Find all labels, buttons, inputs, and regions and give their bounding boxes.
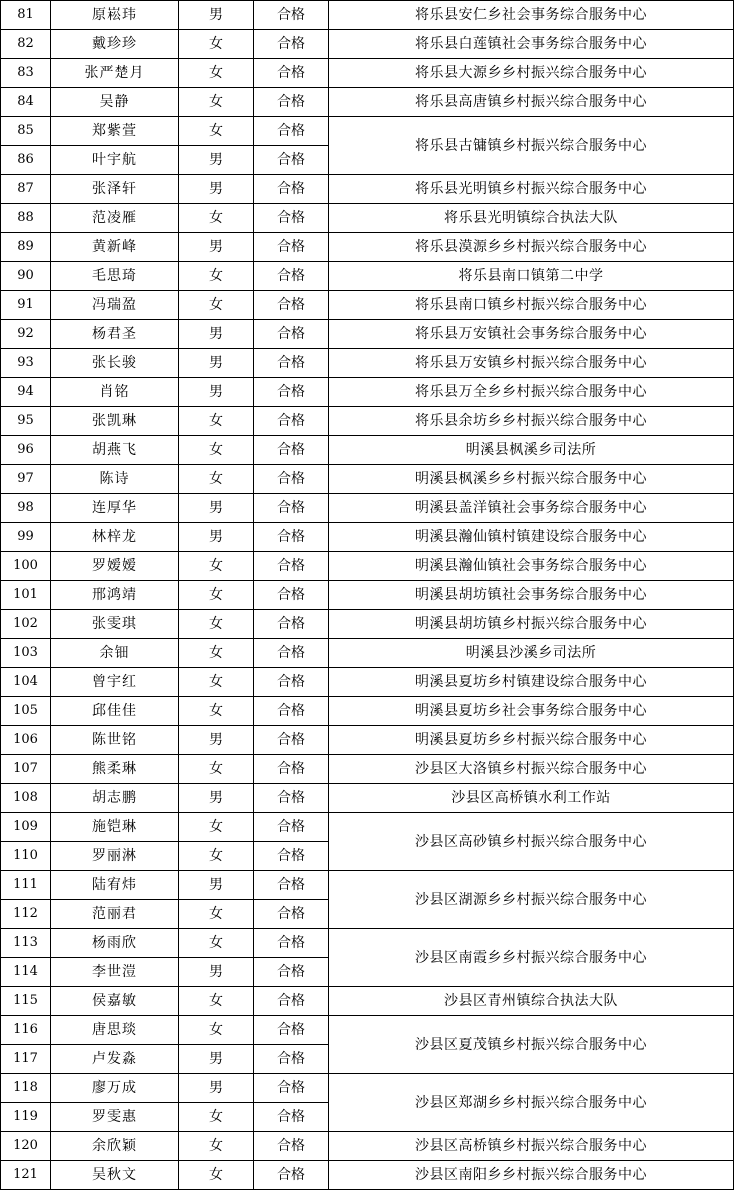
- row-number-cell: 110: [1, 842, 51, 871]
- gender-cell: 男: [179, 523, 254, 552]
- name-cell: 叶宇航: [51, 146, 179, 175]
- result-cell: 合格: [254, 842, 329, 871]
- result-cell: 合格: [254, 1, 329, 30]
- gender-cell: 男: [179, 1, 254, 30]
- row-number-cell: 109: [1, 813, 51, 842]
- row-number-cell: 93: [1, 349, 51, 378]
- name-cell: 吴静: [51, 88, 179, 117]
- table-row: [1, 1016, 734, 1045]
- gender-cell: 女: [179, 1103, 254, 1132]
- name-cell: 原崧玮: [51, 1, 179, 30]
- table-row: [1, 987, 734, 1016]
- result-cell: 合格: [254, 494, 329, 523]
- gender-cell: 女: [179, 842, 254, 871]
- gender-cell: 女: [179, 813, 254, 842]
- gender-cell: 女: [179, 30, 254, 59]
- name-cell: 黄新峰: [51, 233, 179, 262]
- name-cell: 张严楚月: [51, 59, 179, 88]
- gender-cell: 女: [179, 929, 254, 958]
- unit-cell: 将乐县古镛镇乡村振兴综合服务中心: [329, 117, 734, 175]
- gender-cell: 女: [179, 1016, 254, 1045]
- name-cell: 肖铭: [51, 378, 179, 407]
- name-cell: 卢发淼: [51, 1045, 179, 1074]
- row-number-cell: 97: [1, 465, 51, 494]
- table-row: [1, 1161, 734, 1190]
- name-cell: 张长骏: [51, 349, 179, 378]
- result-cell: 合格: [254, 813, 329, 842]
- gender-cell: 男: [179, 958, 254, 987]
- row-number-cell: 114: [1, 958, 51, 987]
- result-cell: 合格: [254, 1132, 329, 1161]
- unit-cell: 沙县区高砂镇乡村振兴综合服务中心: [329, 813, 734, 871]
- gender-cell: 男: [179, 1045, 254, 1074]
- personnel-table-body: [1, 1, 734, 1190]
- unit-cell: 沙县区高桥镇水利工作站: [329, 784, 734, 813]
- table-row: [1, 88, 734, 117]
- gender-cell: 男: [179, 175, 254, 204]
- table-row: [1, 813, 734, 842]
- result-cell: 合格: [254, 639, 329, 668]
- unit-cell: 沙县区南阳乡乡村振兴综合服务中心: [329, 1161, 734, 1190]
- result-cell: 合格: [254, 262, 329, 291]
- result-cell: 合格: [254, 929, 329, 958]
- name-cell: 罗雯惠: [51, 1103, 179, 1132]
- name-cell: 毛思琦: [51, 262, 179, 291]
- row-number-cell: 92: [1, 320, 51, 349]
- row-number-cell: 91: [1, 291, 51, 320]
- name-cell: 罗丽淋: [51, 842, 179, 871]
- result-cell: 合格: [254, 1161, 329, 1190]
- table-row: [1, 552, 734, 581]
- name-cell: 吴秋文: [51, 1161, 179, 1190]
- row-number-cell: 116: [1, 1016, 51, 1045]
- name-cell: 廖万成: [51, 1074, 179, 1103]
- row-number-cell: 89: [1, 233, 51, 262]
- table-row: [1, 436, 734, 465]
- table-row: [1, 262, 734, 291]
- name-cell: 陈世铭: [51, 726, 179, 755]
- result-cell: 合格: [254, 1045, 329, 1074]
- table-row: [1, 929, 734, 958]
- unit-cell: 将乐县大源乡乡村振兴综合服务中心: [329, 59, 734, 88]
- unit-cell: 明溪县枫溪乡乡村振兴综合服务中心: [329, 465, 734, 494]
- result-cell: 合格: [254, 581, 329, 610]
- row-number-cell: 90: [1, 262, 51, 291]
- unit-cell: 沙县区郑湖乡乡村振兴综合服务中心: [329, 1074, 734, 1132]
- name-cell: 胡志鹏: [51, 784, 179, 813]
- result-cell: 合格: [254, 320, 329, 349]
- unit-cell: 将乐县白莲镇社会事务综合服务中心: [329, 30, 734, 59]
- result-cell: 合格: [254, 755, 329, 784]
- table-row: [1, 1132, 734, 1161]
- result-cell: 合格: [254, 958, 329, 987]
- unit-cell: 明溪县沙溪乡司法所: [329, 639, 734, 668]
- gender-cell: 女: [179, 436, 254, 465]
- gender-cell: 女: [179, 755, 254, 784]
- unit-cell: 沙县区青州镇综合执法大队: [329, 987, 734, 1016]
- result-cell: 合格: [254, 30, 329, 59]
- result-cell: 合格: [254, 610, 329, 639]
- row-number-cell: 84: [1, 88, 51, 117]
- result-cell: 合格: [254, 1016, 329, 1045]
- row-number-cell: 112: [1, 900, 51, 929]
- gender-cell: 女: [179, 262, 254, 291]
- row-number-cell: 95: [1, 407, 51, 436]
- row-number-cell: 96: [1, 436, 51, 465]
- name-cell: 李世溰: [51, 958, 179, 987]
- result-cell: 合格: [254, 378, 329, 407]
- name-cell: 胡燕飞: [51, 436, 179, 465]
- row-number-cell: 86: [1, 146, 51, 175]
- result-cell: 合格: [254, 204, 329, 233]
- result-cell: 合格: [254, 465, 329, 494]
- row-number-cell: 85: [1, 117, 51, 146]
- gender-cell: 男: [179, 784, 254, 813]
- gender-cell: 女: [179, 204, 254, 233]
- table-row: [1, 639, 734, 668]
- table-row: [1, 581, 734, 610]
- name-cell: 邱佳佳: [51, 697, 179, 726]
- name-cell: 施铠琳: [51, 813, 179, 842]
- name-cell: 侯嘉敏: [51, 987, 179, 1016]
- row-number-cell: 88: [1, 204, 51, 233]
- table-row: [1, 175, 734, 204]
- gender-cell: 女: [179, 987, 254, 1016]
- row-number-cell: 101: [1, 581, 51, 610]
- table-row: [1, 378, 734, 407]
- name-cell: 曾宇红: [51, 668, 179, 697]
- row-number-cell: 119: [1, 1103, 51, 1132]
- table-row: [1, 59, 734, 88]
- row-number-cell: 106: [1, 726, 51, 755]
- unit-cell: 将乐县余坊乡乡村振兴综合服务中心: [329, 407, 734, 436]
- gender-cell: 女: [179, 1161, 254, 1190]
- gender-cell: 男: [179, 320, 254, 349]
- table-row: [1, 291, 734, 320]
- table-row: [1, 871, 734, 900]
- result-cell: 合格: [254, 1103, 329, 1132]
- gender-cell: 女: [179, 697, 254, 726]
- unit-cell: 明溪县枫溪乡司法所: [329, 436, 734, 465]
- result-cell: 合格: [254, 523, 329, 552]
- gender-cell: 男: [179, 233, 254, 262]
- unit-cell: 沙县区大洛镇乡村振兴综合服务中心: [329, 755, 734, 784]
- name-cell: 邢鸿靖: [51, 581, 179, 610]
- result-cell: 合格: [254, 726, 329, 755]
- unit-cell: 将乐县万安镇乡村振兴综合服务中心: [329, 349, 734, 378]
- row-number-cell: 81: [1, 1, 51, 30]
- gender-cell: 女: [179, 639, 254, 668]
- name-cell: 熊柔琳: [51, 755, 179, 784]
- unit-cell: 将乐县漠源乡乡村振兴综合服务中心: [329, 233, 734, 262]
- result-cell: 合格: [254, 436, 329, 465]
- unit-cell: 将乐县安仁乡社会事务综合服务中心: [329, 1, 734, 30]
- unit-cell: 明溪县胡坊镇乡村振兴综合服务中心: [329, 610, 734, 639]
- table-row: [1, 668, 734, 697]
- gender-cell: 女: [179, 900, 254, 929]
- table-row: [1, 349, 734, 378]
- gender-cell: 女: [179, 581, 254, 610]
- row-number-cell: 105: [1, 697, 51, 726]
- result-cell: 合格: [254, 146, 329, 175]
- result-cell: 合格: [254, 175, 329, 204]
- row-number-cell: 102: [1, 610, 51, 639]
- result-cell: 合格: [254, 88, 329, 117]
- table-row: [1, 233, 734, 262]
- row-number-cell: 103: [1, 639, 51, 668]
- table-row: [1, 784, 734, 813]
- row-number-cell: 120: [1, 1132, 51, 1161]
- row-number-cell: 121: [1, 1161, 51, 1190]
- gender-cell: 女: [179, 88, 254, 117]
- unit-cell: 明溪县胡坊镇社会事务综合服务中心: [329, 581, 734, 610]
- gender-cell: 女: [179, 59, 254, 88]
- table-row: [1, 407, 734, 436]
- gender-cell: 男: [179, 146, 254, 175]
- table-row: [1, 755, 734, 784]
- gender-cell: 男: [179, 494, 254, 523]
- table-row: [1, 1074, 734, 1103]
- result-cell: 合格: [254, 871, 329, 900]
- name-cell: 杨雨欣: [51, 929, 179, 958]
- row-number-cell: 100: [1, 552, 51, 581]
- result-cell: 合格: [254, 900, 329, 929]
- gender-cell: 女: [179, 610, 254, 639]
- name-cell: 罗嫒嫒: [51, 552, 179, 581]
- table-row: [1, 465, 734, 494]
- gender-cell: 女: [179, 1132, 254, 1161]
- name-cell: 范凌雁: [51, 204, 179, 233]
- name-cell: 张泽轩: [51, 175, 179, 204]
- gender-cell: 女: [179, 465, 254, 494]
- unit-cell: 沙县区湖源乡乡村振兴综合服务中心: [329, 871, 734, 929]
- gender-cell: 男: [179, 1074, 254, 1103]
- row-number-cell: 82: [1, 30, 51, 59]
- result-cell: 合格: [254, 552, 329, 581]
- table-row: [1, 726, 734, 755]
- unit-cell: 明溪县瀚仙镇村镇建设综合服务中心: [329, 523, 734, 552]
- name-cell: 杨君圣: [51, 320, 179, 349]
- row-number-cell: 99: [1, 523, 51, 552]
- result-cell: 合格: [254, 784, 329, 813]
- row-number-cell: 107: [1, 755, 51, 784]
- result-cell: 合格: [254, 117, 329, 146]
- unit-cell: 将乐县万安镇社会事务综合服务中心: [329, 320, 734, 349]
- gender-cell: 男: [179, 726, 254, 755]
- row-number-cell: 94: [1, 378, 51, 407]
- gender-cell: 女: [179, 407, 254, 436]
- unit-cell: 将乐县万全乡乡村振兴综合服务中心: [329, 378, 734, 407]
- result-cell: 合格: [254, 291, 329, 320]
- table-row: [1, 320, 734, 349]
- name-cell: 范丽君: [51, 900, 179, 929]
- result-cell: 合格: [254, 349, 329, 378]
- unit-cell: 将乐县光明镇综合执法大队: [329, 204, 734, 233]
- name-cell: 连厚华: [51, 494, 179, 523]
- name-cell: 戴珍珍: [51, 30, 179, 59]
- gender-cell: 女: [179, 552, 254, 581]
- name-cell: 余钿: [51, 639, 179, 668]
- result-cell: 合格: [254, 233, 329, 262]
- row-number-cell: 113: [1, 929, 51, 958]
- name-cell: 余欣颖: [51, 1132, 179, 1161]
- unit-cell: 将乐县高唐镇乡村振兴综合服务中心: [329, 88, 734, 117]
- row-number-cell: 108: [1, 784, 51, 813]
- gender-cell: 女: [179, 668, 254, 697]
- table-row: [1, 523, 734, 552]
- table-row: [1, 204, 734, 233]
- unit-cell: 沙县区南霞乡乡村振兴综合服务中心: [329, 929, 734, 987]
- table-row: [1, 494, 734, 523]
- result-cell: 合格: [254, 697, 329, 726]
- row-number-cell: 115: [1, 987, 51, 1016]
- table-row: [1, 697, 734, 726]
- unit-cell: 将乐县南口镇乡村振兴综合服务中心: [329, 291, 734, 320]
- row-number-cell: 98: [1, 494, 51, 523]
- row-number-cell: 83: [1, 59, 51, 88]
- unit-cell: 明溪县夏坊乡乡村振兴综合服务中心: [329, 726, 734, 755]
- row-number-cell: 87: [1, 175, 51, 204]
- unit-cell: 明溪县瀚仙镇社会事务综合服务中心: [329, 552, 734, 581]
- gender-cell: 男: [179, 378, 254, 407]
- result-cell: 合格: [254, 668, 329, 697]
- gender-cell: 女: [179, 291, 254, 320]
- row-number-cell: 111: [1, 871, 51, 900]
- unit-cell: 明溪县夏坊乡社会事务综合服务中心: [329, 697, 734, 726]
- name-cell: 陆宥炜: [51, 871, 179, 900]
- unit-cell: 明溪县盖洋镇社会事务综合服务中心: [329, 494, 734, 523]
- result-cell: 合格: [254, 987, 329, 1016]
- unit-cell: 明溪县夏坊乡村镇建设综合服务中心: [329, 668, 734, 697]
- unit-cell: 沙县区夏茂镇乡村振兴综合服务中心: [329, 1016, 734, 1074]
- name-cell: 郑紫萱: [51, 117, 179, 146]
- unit-cell: 将乐县南口镇第二中学: [329, 262, 734, 291]
- result-cell: 合格: [254, 59, 329, 88]
- name-cell: 冯瑞盈: [51, 291, 179, 320]
- table-row: [1, 117, 734, 146]
- gender-cell: 男: [179, 349, 254, 378]
- name-cell: 张雯琪: [51, 610, 179, 639]
- row-number-cell: 118: [1, 1074, 51, 1103]
- row-number-cell: 117: [1, 1045, 51, 1074]
- name-cell: 林梓龙: [51, 523, 179, 552]
- name-cell: 陈诗: [51, 465, 179, 494]
- result-cell: 合格: [254, 1074, 329, 1103]
- gender-cell: 男: [179, 871, 254, 900]
- row-number-cell: 104: [1, 668, 51, 697]
- name-cell: 张凯琳: [51, 407, 179, 436]
- table-row: [1, 610, 734, 639]
- table-row: [1, 30, 734, 59]
- gender-cell: 女: [179, 117, 254, 146]
- unit-cell: 沙县区高桥镇乡村振兴综合服务中心: [329, 1132, 734, 1161]
- name-cell: 唐思琰: [51, 1016, 179, 1045]
- unit-cell: 将乐县光明镇乡村振兴综合服务中心: [329, 175, 734, 204]
- result-cell: 合格: [254, 407, 329, 436]
- table-row: [1, 1, 734, 30]
